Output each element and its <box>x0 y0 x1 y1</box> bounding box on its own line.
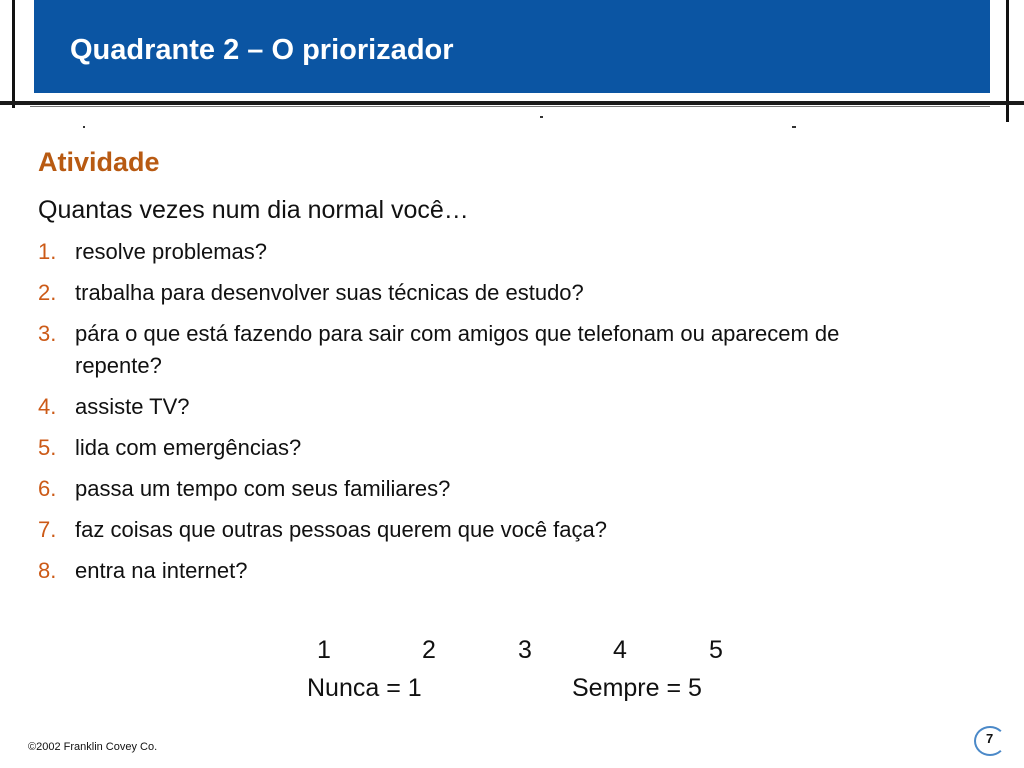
list-number: 8. <box>38 558 57 583</box>
frame-line-bottom <box>0 101 1024 105</box>
list-item <box>38 277 918 309</box>
scale-min-label: Nunca = 1 <box>307 674 422 702</box>
speck <box>792 126 796 128</box>
scale-value: 3 <box>518 636 532 664</box>
list-number: 6. <box>38 476 57 501</box>
list-text: pára o que está fazendo para sair com amigos que telefonam ou aparecem de repente? <box>75 321 840 378</box>
list-number: 5. <box>38 435 57 460</box>
copyright-notice: ©2002 Franklin Covey Co. <box>28 741 158 753</box>
list-number: 1. <box>38 239 57 264</box>
page-number: 7 <box>986 731 994 746</box>
speck <box>83 126 85 128</box>
list-text: trabalha para desenvolver suas técnicas de estudo? <box>75 280 584 305</box>
list-text: assiste TV? <box>75 394 190 419</box>
list-item <box>38 432 918 464</box>
list-number: 7. <box>38 517 57 542</box>
list-item <box>38 236 918 268</box>
scale-value: 2 <box>422 636 436 664</box>
scale-value: 1 <box>317 636 331 664</box>
list-text: lida com emergências? <box>75 435 302 460</box>
list-text: faz coisas que outras pessoas querem que você faça? <box>75 517 607 542</box>
frame-line-bottom-thin <box>30 106 990 107</box>
list-item <box>38 391 918 423</box>
speck <box>540 116 543 118</box>
slide-title: Quadrante 2 – O priorizador <box>70 34 454 66</box>
scale-value: 4 <box>613 636 627 664</box>
list-text: resolve problemas? <box>75 239 267 264</box>
list-item <box>38 555 918 587</box>
intro-text: Quantas vezes num dia normal você… <box>38 196 469 224</box>
scale-max-label: Sempre = 5 <box>572 674 702 702</box>
list-text: passa um tempo com seus familiares? <box>75 476 451 501</box>
list-number: 2. <box>38 280 57 305</box>
list-number: 4. <box>38 394 57 419</box>
rating-scale <box>0 636 1024 668</box>
list-item <box>38 318 918 382</box>
list-text: entra na internet? <box>75 558 248 583</box>
list-item <box>38 514 918 546</box>
title-banner <box>34 0 990 93</box>
question-list <box>38 236 918 596</box>
scale-value: 5 <box>709 636 723 664</box>
list-item <box>38 473 918 505</box>
section-heading: Atividade <box>38 147 160 177</box>
list-number: 3. <box>38 321 57 346</box>
frame-line-left <box>12 0 15 108</box>
